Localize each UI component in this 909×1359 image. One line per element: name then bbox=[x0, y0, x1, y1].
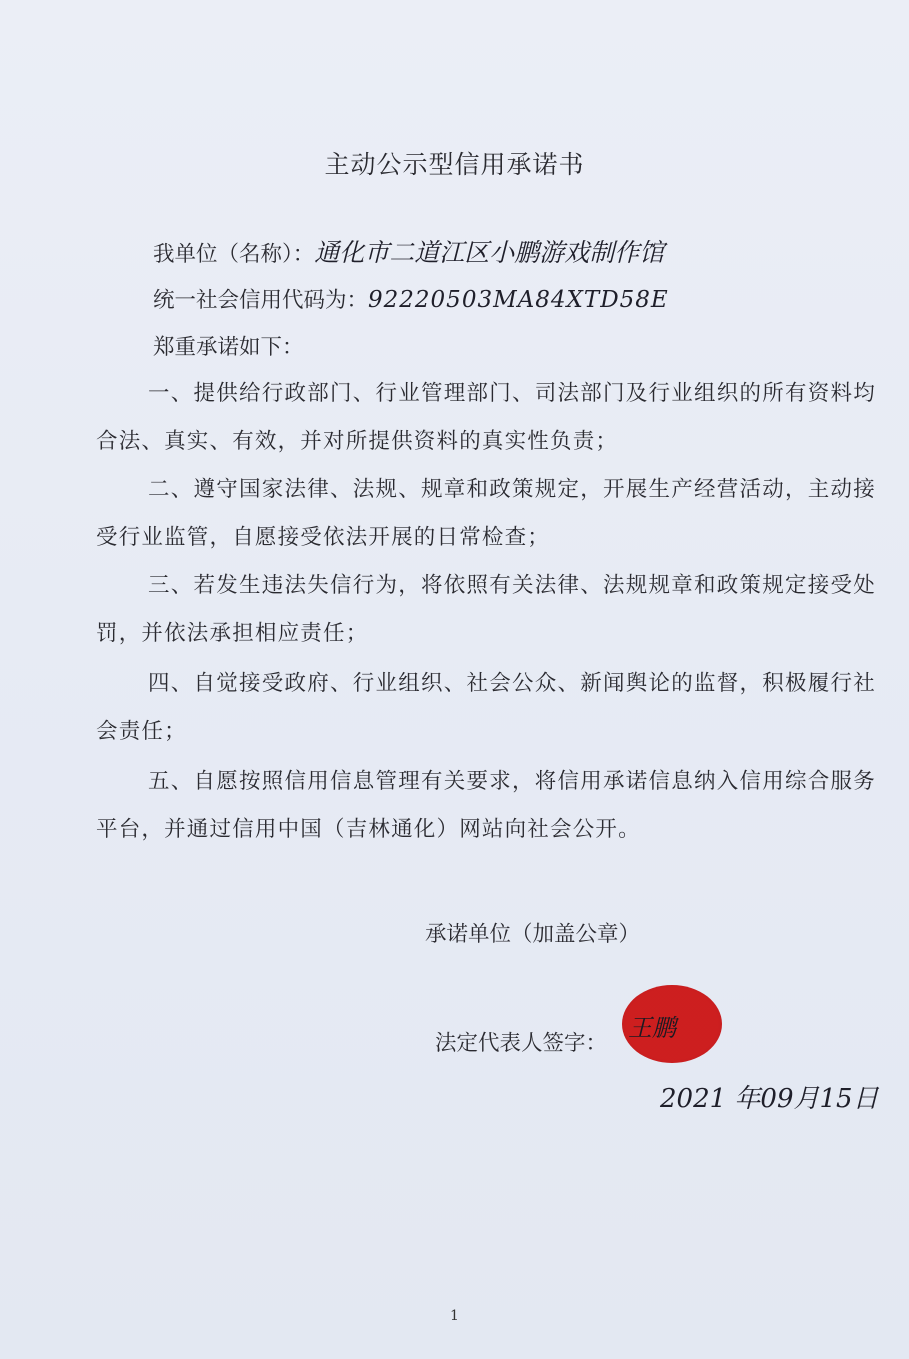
clause-4: 四、自觉接受政府、行业组织、社会公众、新闻舆论的监督，积极履行社会责任； bbox=[96, 671, 876, 744]
signature-handwritten: 王鹏 bbox=[628, 1014, 676, 1042]
signature-label: 法定代表人签字： bbox=[435, 1031, 608, 1056]
clause-3: 三、若发生违法失信行为，将依照有关法律、法规规章和政策规定接受处罚，并依法承担相应责任； bbox=[96, 573, 876, 646]
clause-2: 二、遵守国家法律、法规、规章和政策规定，开展生产经营活动，主动接受行业监管，自愿接受依法开展的日常检查； bbox=[96, 477, 876, 550]
unit-name-line bbox=[153, 233, 664, 269]
date-handwritten: 2021 年09月15日 bbox=[660, 1084, 879, 1114]
page-number: 1 bbox=[450, 1308, 459, 1324]
credit-code-line bbox=[153, 283, 669, 314]
unit-name-handwritten: 通化市二道江区小鹏游戏制作馆 bbox=[314, 238, 665, 267]
credit-code-label: 统一社会信用代码为： bbox=[153, 288, 369, 313]
seal-label: 承诺单位（加盖公章） bbox=[425, 922, 641, 947]
clause-1: 一、提供给行政部门、行业管理部门、司法部门及行业组织的所有资料均合法、真实、有效，并对所提供资料的真实性负责； bbox=[96, 381, 876, 454]
document-title: 主动公示型信用承诺书 bbox=[324, 150, 585, 179]
clause-5: 五、自愿按照信用信息管理有关要求，将信用承诺信息纳入信用综合服务平台，并通过信用中国（吉林通化）网站向社会公开。 bbox=[96, 769, 876, 842]
unit-name-label: 我单位（名称）： bbox=[153, 242, 315, 267]
promise-intro: 郑重承诺如下： bbox=[153, 335, 304, 360]
credit-code-handwritten: 92220503MA84XTD58E bbox=[368, 287, 669, 313]
